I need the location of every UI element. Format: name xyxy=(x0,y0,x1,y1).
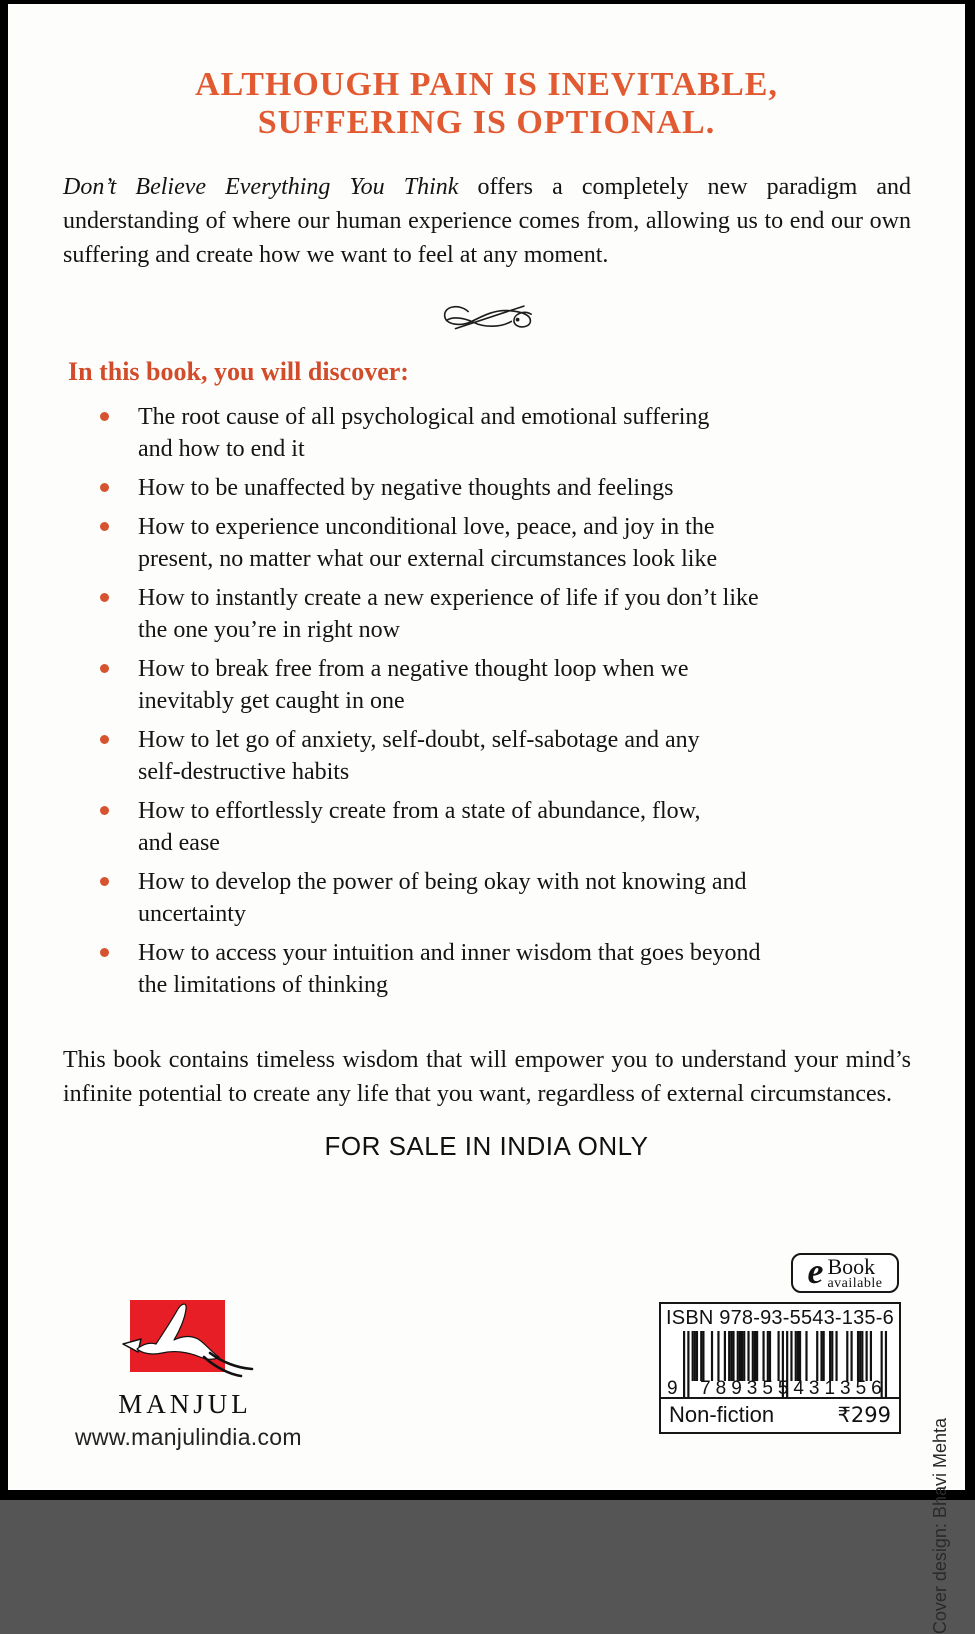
list-item xyxy=(8,472,965,504)
cover-design-credit: Cover design: Bhavi Mehta xyxy=(930,1418,950,1634)
bullet-text: The root cause of all psychological and emotional suffering and how to end it xyxy=(138,404,710,462)
barcode-digits-left: 789355 xyxy=(700,1378,794,1399)
category-label: Non-fiction xyxy=(669,1402,775,1427)
bullet-text: How to effortlessly create from a state of abundance, flow, and ease xyxy=(138,798,701,856)
bullet-dot xyxy=(100,948,109,957)
list-item xyxy=(8,937,965,1001)
headline-line-1: ALTHOUGH PAIN IS INEVITABLE, xyxy=(195,66,778,103)
bullet-dot xyxy=(100,806,109,815)
bullet-dot xyxy=(100,483,109,492)
list-item xyxy=(8,866,965,930)
bullet-dot xyxy=(100,522,109,531)
bullet-dot xyxy=(100,735,109,744)
bullet-dot xyxy=(100,877,109,886)
category-price-row xyxy=(661,1397,899,1432)
ebook-available-label: available xyxy=(827,1275,883,1291)
bullet-text: How to experience unconditional love, peace, and joy in the present, no matter what our external circumstances look like xyxy=(138,514,718,572)
list-item xyxy=(8,795,965,859)
ebook-book-label: Book xyxy=(827,1253,876,1279)
publisher-name: MANJUL xyxy=(118,1389,252,1419)
price-label: ₹299 xyxy=(837,1403,891,1427)
list-item xyxy=(8,582,965,646)
bullet-text: How to break free from a negative thought loop when we inevitably get caught in one xyxy=(138,656,689,714)
book-title-italic: Don’t Believe Everything You Think xyxy=(63,174,459,200)
discover-heading: In this book, you will discover: xyxy=(68,357,409,386)
discover-list xyxy=(8,401,965,1001)
list-item xyxy=(8,724,965,788)
barcode xyxy=(669,1331,891,1397)
sale-notice: FOR SALE IN INDIA ONLY xyxy=(324,1131,649,1161)
bullet-dot xyxy=(100,593,109,602)
closing-paragraph: This book contains timeless wisdom that will empower you to understand your mind’s infinite potential to create any life that you want, regardless of external circumstances. xyxy=(63,1047,911,1107)
bullet-text: How to develop the power of being okay with not knowing and uncertainty xyxy=(138,869,747,927)
publisher-website: www.manjulindia.com xyxy=(75,1424,302,1450)
cover-page xyxy=(8,4,965,1634)
barcode-digits-right: 431356 xyxy=(793,1378,887,1399)
bullet-dot xyxy=(100,664,109,673)
headline xyxy=(8,66,965,142)
barcode-digit-prefix: 9 xyxy=(667,1378,678,1399)
isbn-barcode-box xyxy=(659,1302,901,1434)
flourish-ornament xyxy=(8,298,965,334)
bullet-text: How to instantly create a new experience of life if you don’t like the one you’re in right now xyxy=(138,585,759,643)
list-item xyxy=(8,511,965,575)
ebook-available-badge xyxy=(791,1253,899,1293)
manjul-logo-icon xyxy=(110,1298,260,1388)
intro-paragraph xyxy=(63,170,911,272)
list-item xyxy=(8,653,965,717)
intro-text: offers a completely new paradigm and understanding of where our human experience comes from, allowing us to end our own suffering and create how we want to feel at any moment. xyxy=(63,174,911,268)
bullet-dot xyxy=(100,412,109,421)
bullet-text: How to let go of anxiety, self-doubt, self-sabotage and any self-destructive habits xyxy=(138,727,700,785)
bullet-text: How to be unaffected by negative thoughts and feelings xyxy=(138,475,674,501)
isbn-number: ISBN 978-93-5543-135-6 xyxy=(666,1307,894,1329)
ebook-e-glyph: e xyxy=(807,1251,824,1291)
publisher-block xyxy=(75,1298,302,1451)
bullet-text: How to access your intuition and inner wisdom that goes beyond the limitations of thinking xyxy=(138,940,761,998)
headline-line-2: SUFFERING IS OPTIONAL. xyxy=(257,104,716,141)
list-item xyxy=(8,401,965,465)
